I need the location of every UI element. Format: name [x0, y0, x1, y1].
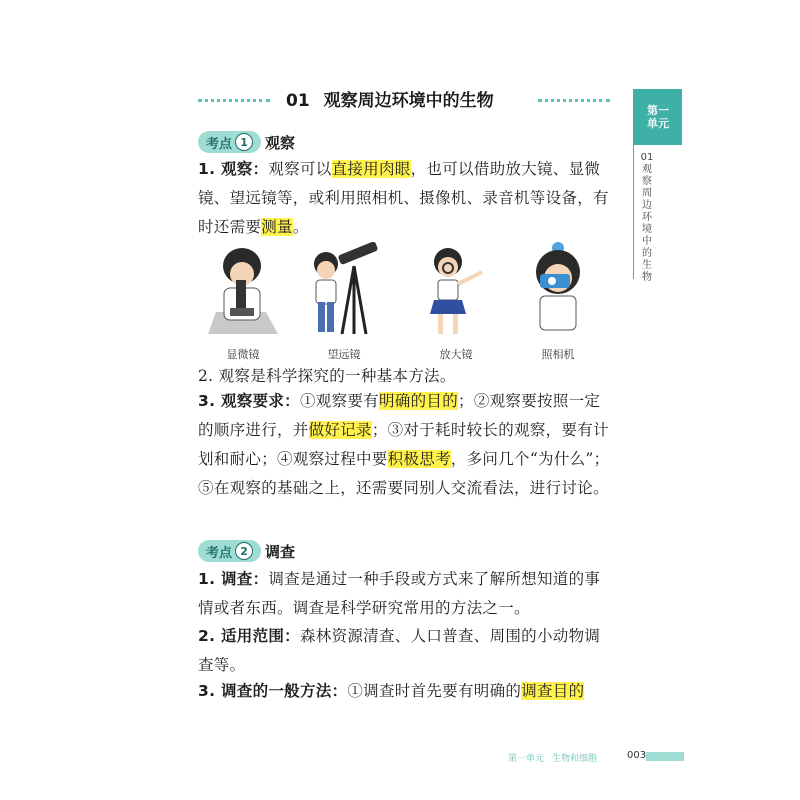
title-dots-left [198, 99, 270, 102]
telescope-illustration [308, 242, 382, 342]
lesson-number: 01 [286, 91, 310, 111]
footer-chapter: 生物和细胞 [552, 754, 598, 764]
text: ，也可以借助放大镜、显微镜、望远镜等，或利用照相机、摄像机、录音机等设备，有时还需要 [198, 160, 609, 236]
paragraph-observation-method: 2. 观察是科学探究的一种基本方法。 [198, 367, 456, 385]
key-point-number: 1 [235, 133, 253, 151]
text: 观察可以 [268, 160, 332, 178]
key-point-label: 观察 [265, 133, 296, 152]
page-number: 003 [627, 750, 647, 761]
paragraph-head: 3. 观察要求： [198, 392, 300, 410]
caption-telescope: 望远镜 [327, 348, 361, 361]
paragraph-head: 2. 适用范围： [198, 627, 300, 645]
highlight: 做好记录 [308, 421, 372, 439]
text: 调查是通过一种手段或方式来了解所想知道的事情或者东西。调查是科学研究常用的方法之一。 [198, 570, 601, 617]
unit-tab [634, 89, 682, 145]
text: 。 [292, 218, 309, 236]
text: ①观察要有 [299, 392, 379, 410]
paragraph-observation-def [198, 155, 612, 242]
paragraph-head: 1. 调查： [198, 570, 269, 588]
paragraph-observation-requirements [198, 387, 612, 503]
text: 森林资源清查、人口普查、周围的小动物调查等。 [198, 627, 601, 674]
key-point-badge-text: 考点 [206, 136, 233, 152]
text: ①调查时首先要有明确的 [347, 682, 522, 700]
highlight: 直接用肉眼 [331, 160, 411, 178]
paragraph-head: 3. 调查的一般方法： [198, 682, 348, 700]
caption-camera: 照相机 [541, 348, 575, 361]
key-point-badge [198, 131, 261, 153]
paragraph-survey-method [198, 677, 612, 706]
caption-microscope: 显微镜 [226, 348, 260, 361]
highlight: 明确的目的 [379, 392, 459, 410]
text: ；③对于耗时较长的观察，要有计划和耐心；④观察过程中要 [198, 421, 609, 468]
page-number-bar [646, 752, 684, 761]
side-lesson-label: 01观察周边环境中的生物 [640, 152, 654, 283]
highlight: 测量 [261, 218, 293, 236]
microscope-illustration [206, 242, 280, 342]
title-dots-right [538, 99, 610, 102]
key-point-2 [198, 540, 295, 562]
highlight: 调查目的 [521, 682, 585, 700]
caption-magnifier: 放大镜 [439, 348, 473, 361]
illustration-row [206, 242, 606, 362]
key-point-badge-text: 考点 [206, 545, 233, 561]
highlight: 积极思考 [387, 450, 451, 468]
text: ；②观察要按照一定的顺序进行，并 [198, 392, 601, 439]
paragraph-survey-scope [198, 622, 612, 680]
paragraph-head: 1. 观察： [198, 160, 269, 178]
lesson-title-text: 观察周边环境中的生物 [323, 91, 494, 111]
key-point-1 [198, 131, 295, 153]
key-point-number: 2 [235, 542, 253, 560]
magnifier-illustration [418, 242, 492, 342]
lesson-title [286, 86, 494, 111]
key-point-label: 调查 [265, 542, 296, 561]
text: ，多问几个“为什么”；⑤在观察的基础之上，还需要同别人交流看法，进行讨论。 [198, 450, 610, 497]
footer-unit: 第一单元 [508, 754, 545, 764]
lesson-title-row [198, 86, 610, 114]
paragraph-survey-def [198, 565, 612, 623]
page-footer [508, 751, 605, 764]
unit-tab-label: 第一单元 [647, 104, 669, 130]
key-point-badge [198, 540, 261, 562]
camera-illustration [522, 242, 596, 342]
